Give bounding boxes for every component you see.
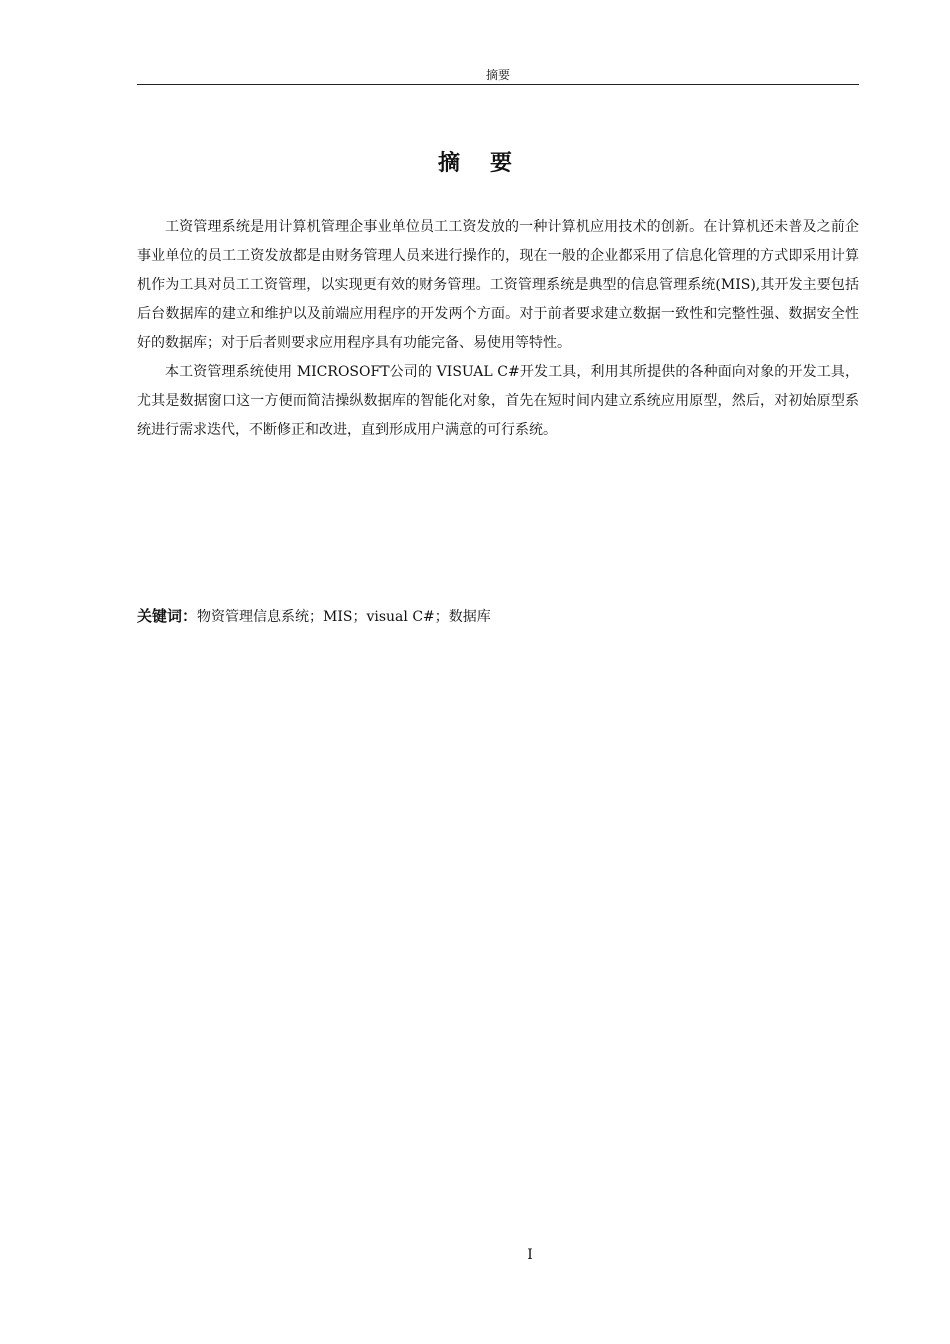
keywords-value: 物资管理信息系统；MIS；visual C#；数据库 [197,609,491,625]
abstract-paragraph-2: 本工资管理系统使用 MICROSOFT公司的 VISUAL C#开发工具，利用其所提供的各种面向对象的开发工具，尤其是数据窗口这一方便而简洁操纵数据库的智能化对象，首先在短时间内建立系统应用原型，然后，对初始原型系统进行需求迭代，不断修正和改进，直到形成用户满意的可行系统。 [137,364,859,438]
running-header [137,66,859,85]
keywords-line [137,603,859,630]
page-title: 摘要 [437,150,542,176]
abstract-body [137,213,859,445]
page-number: I [527,1247,533,1263]
abstract-paragraph-1: 工资管理系统是用计算机管理企事业单位员工工资发放的一种计算机应用技术的创新。在计算机还未普及之前企事业单位的员工工资发放都是由财务管理人员来进行操作的，现在一般的企业都采用了信息化管理的方式即采用计算机作为工具对员工工资管理，以实现更有效的财务管理。工资管理系统是典型的信息管理系统(MIS),其开发主要包括后台数据库的建立和维护以及前端应用程序的开发两个方面。对于前者要求建立数据一致性和完整性强、数据安全性好的数据库；对于后者则要求应用程序具有功能完备、易使用等特性。 [137,219,859,351]
running-header-text: 摘要 [485,68,510,82]
keywords-label: 关键词： [137,607,198,625]
